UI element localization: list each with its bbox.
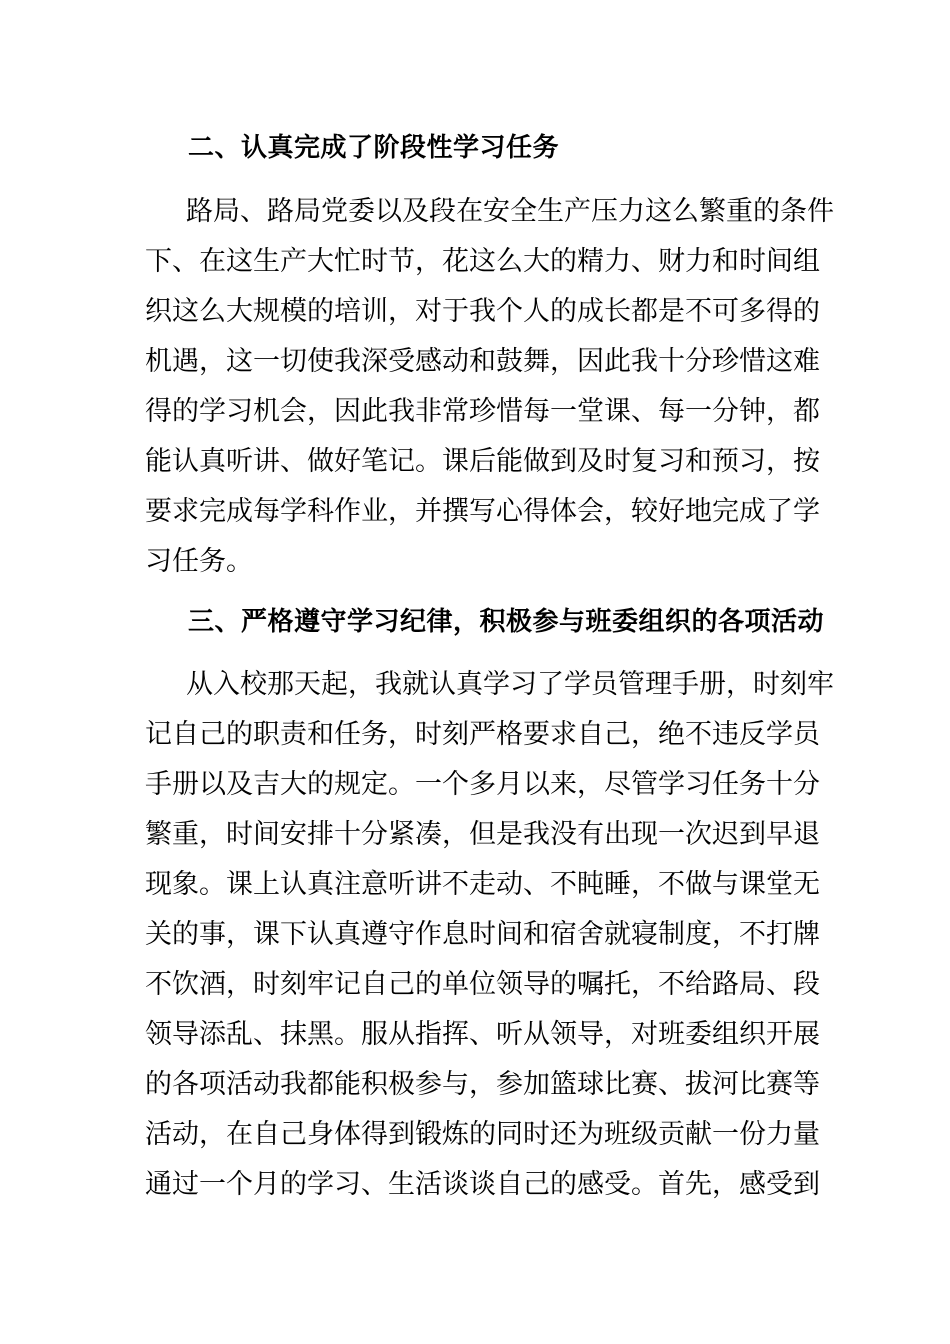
paragraph-line: 不饮酒，时刻牢记自己的单位领导的嘱托，不给路局、段 [145, 969, 820, 1000]
paragraph-line: 的各项活动我都能积极参与，参加篮球比赛、拔河比赛等 [145, 1069, 820, 1100]
section-heading-3: 三、严格遵守学习纪律，积极参与班委组织的各项活动 [188, 607, 825, 637]
paragraph-line: 通过一个月的学习、生活谈谈自己的感受。首先，感受到 [145, 1169, 820, 1200]
paragraph-line: 从入校那天起，我就认真学习了学员管理手册，时刻牢 [186, 669, 834, 700]
paragraph-line: 织这么大规模的培训，对于我个人的成长都是不可多得的 [145, 296, 820, 327]
paragraph-line: 路局、路局党委以及段在安全生产压力这么繁重的条件 [186, 196, 834, 227]
paragraph-line: 要求完成每学科作业，并撰写心得体会，较好地完成了学 [145, 496, 820, 527]
paragraph-line: 记自己的职责和任务，时刻严格要求自己，绝不违反学员 [145, 719, 820, 750]
section-heading-2: 二、认真完成了阶段性学习任务 [188, 133, 560, 163]
paragraph-line: 现象。课上认真注意听讲不走动、不盹睡，不做与课堂无 [145, 869, 820, 900]
paragraph-line: 手册以及吉大的规定。一个多月以来，尽管学习任务十分 [145, 769, 820, 800]
paragraph-line: 繁重，时间安排十分紧凑，但是我没有出现一次迟到早退 [145, 819, 820, 850]
paragraph-line: 得的学习机会，因此我非常珍惜每一堂课、每一分钟，都 [145, 396, 820, 427]
paragraph-line: 活动，在自己身体得到锻炼的同时还为班级贡献一份力量 [145, 1119, 820, 1150]
paragraph-line: 机遇，这一切使我深受感动和鼓舞，因此我十分珍惜这难 [145, 346, 820, 377]
paragraph-line: 能认真听讲、做好笔记。课后能做到及时复习和预习，按 [145, 446, 820, 477]
paragraph-line: 关的事，课下认真遵守作息时间和宿舍就寝制度，不打牌 [145, 919, 820, 950]
paragraph-line: 下、在这生产大忙时节，花这么大的精力、财力和时间组 [145, 246, 820, 277]
paragraph-line: 领导添乱、抹黑。服从指挥、听从领导，对班委组织开展 [145, 1019, 820, 1050]
paragraph-line: 习任务。 [145, 546, 253, 577]
